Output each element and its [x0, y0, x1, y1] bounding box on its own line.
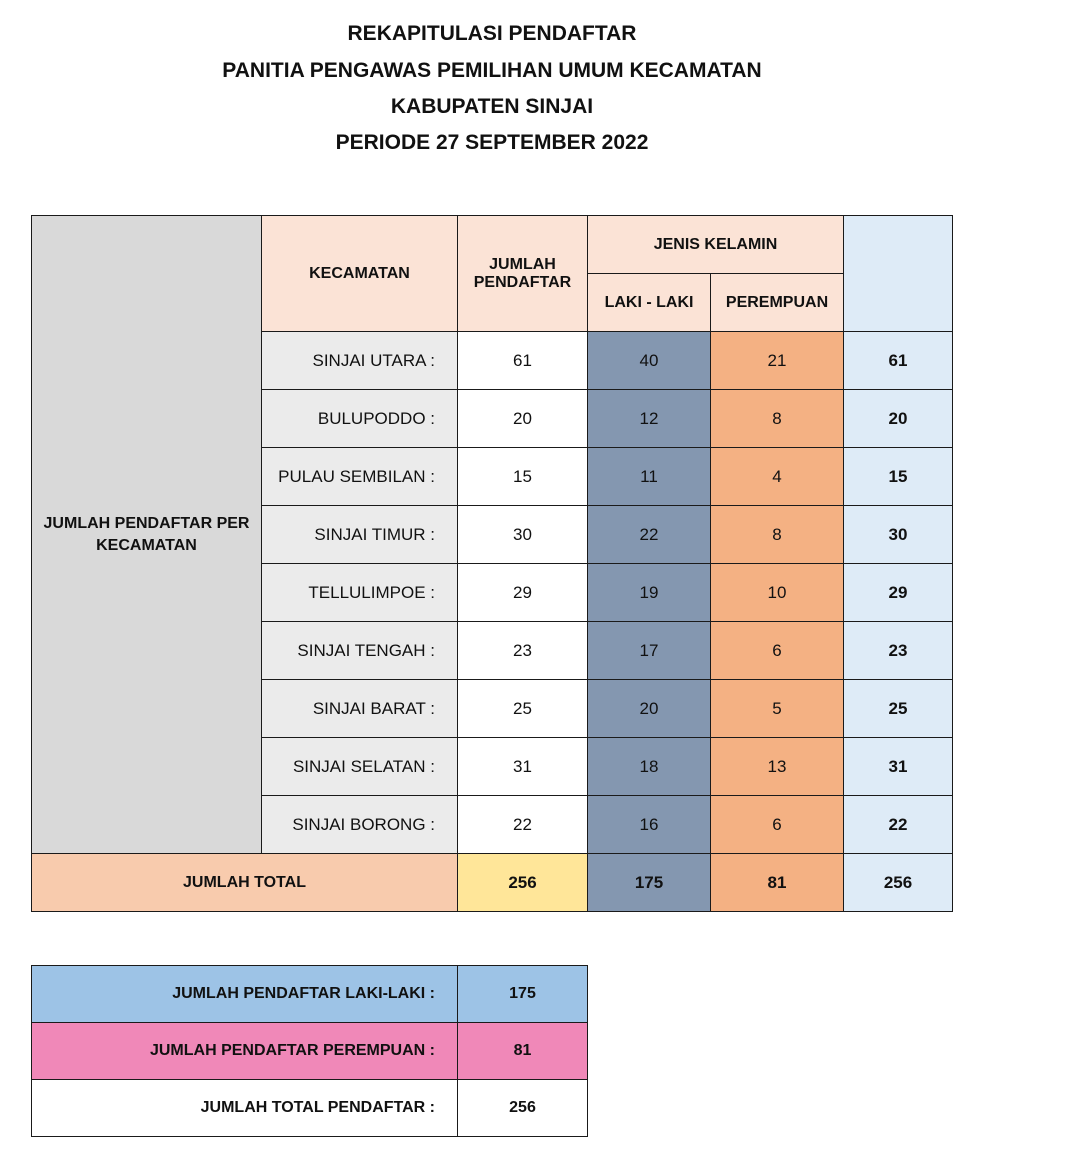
- perempuan-cell: 6: [711, 796, 844, 854]
- kecamatan-name: SINJAI UTARA :: [262, 332, 458, 390]
- jumlah-total-label: JUMLAH TOTAL: [32, 854, 458, 912]
- laki-laki-cell: 20: [588, 680, 711, 738]
- recap-table: [31, 215, 953, 912]
- title-line-2: PANITIA PENGAWAS PEMILIHAN UMUM KECAMATAN: [222, 59, 762, 82]
- kecamatan-name: SINJAI BORONG :: [262, 796, 458, 854]
- title-line-3: KABUPATEN SINJAI: [390, 95, 594, 118]
- kecamatan-name: SINJAI SELATAN :: [262, 738, 458, 796]
- perempuan-cell: 8: [711, 390, 844, 448]
- laki-laki-cell: 40: [588, 332, 711, 390]
- jumlah-pendaftar-cell: 31: [458, 738, 588, 796]
- side-label-kecamatan: JUMLAH PENDAFTAR PER KECAMATAN: [32, 216, 262, 854]
- summary-laki-value: 175: [458, 966, 588, 1023]
- laki-laki-cell: 12: [588, 390, 711, 448]
- jumlah-pendaftar-cell: 25: [458, 680, 588, 738]
- kecamatan-name: BULUPODDO :: [262, 390, 458, 448]
- jumlah-pendaftar-cell: 30: [458, 506, 588, 564]
- summary-table: [31, 965, 588, 1137]
- kecamatan-name: PULAU SEMBILAN :: [262, 448, 458, 506]
- perempuan-cell: 8: [711, 506, 844, 564]
- row-total-cell: 23: [844, 622, 953, 680]
- jumlah-pendaftar-cell: 29: [458, 564, 588, 622]
- title-line-1: REKAPITULASI PENDAFTAR: [347, 22, 637, 45]
- summary-total-value: 256: [458, 1080, 588, 1137]
- perempuan-cell: 10: [711, 564, 844, 622]
- total-perempuan-value: 81: [711, 854, 844, 912]
- summary-perempuan-value: 81: [458, 1023, 588, 1080]
- row-total-cell: 61: [844, 332, 953, 390]
- row-total-cell: 29: [844, 564, 953, 622]
- summary-laki-label: JUMLAH PENDAFTAR LAKI-LAKI :: [32, 966, 458, 1023]
- jumlah-pendaftar-cell: 61: [458, 332, 588, 390]
- perempuan-cell: 4: [711, 448, 844, 506]
- kecamatan-name: SINJAI TENGAH :: [262, 622, 458, 680]
- row-total-cell: 30: [844, 506, 953, 564]
- grand-total-value: 256: [844, 854, 953, 912]
- header-laki-laki: LAKI - LAKI: [588, 274, 711, 332]
- perempuan-cell: 6: [711, 622, 844, 680]
- header-jumlah-pendaftar: JUMLAH PENDAFTAR: [458, 216, 588, 332]
- header-kecamatan: KECAMATAN: [262, 216, 458, 332]
- row-total-cell: 25: [844, 680, 953, 738]
- kecamatan-name: SINJAI BARAT :: [262, 680, 458, 738]
- header-perempuan: PEREMPUAN: [711, 274, 844, 332]
- header-jenis-kelamin: JENIS KELAMIN: [588, 216, 844, 274]
- total-laki-value: 175: [588, 854, 711, 912]
- title-line-4: PERIODE 27 SEPTEMBER 2022: [335, 131, 649, 154]
- laki-laki-cell: 22: [588, 506, 711, 564]
- jumlah-total-value: 256: [458, 854, 588, 912]
- jumlah-pendaftar-cell: 15: [458, 448, 588, 506]
- row-total-cell: 20: [844, 390, 953, 448]
- laki-laki-cell: 16: [588, 796, 711, 854]
- summary-perempuan-label: JUMLAH PENDAFTAR PEREMPUAN :: [32, 1023, 458, 1080]
- row-total-cell: 31: [844, 738, 953, 796]
- kecamatan-name: SINJAI TIMUR :: [262, 506, 458, 564]
- jumlah-pendaftar-cell: 20: [458, 390, 588, 448]
- laki-laki-cell: 17: [588, 622, 711, 680]
- summary-total-label: JUMLAH TOTAL PENDAFTAR :: [32, 1080, 458, 1137]
- perempuan-cell: 21: [711, 332, 844, 390]
- jumlah-pendaftar-cell: 23: [458, 622, 588, 680]
- kecamatan-name: TELLULIMPOE :: [262, 564, 458, 622]
- total-row: [32, 854, 953, 912]
- row-total-cell: 15: [844, 448, 953, 506]
- header-total-blank: [844, 216, 953, 332]
- row-total-cell: 22: [844, 796, 953, 854]
- laki-laki-cell: 18: [588, 738, 711, 796]
- laki-laki-cell: 11: [588, 448, 711, 506]
- perempuan-cell: 5: [711, 680, 844, 738]
- perempuan-cell: 13: [711, 738, 844, 796]
- jumlah-pendaftar-cell: 22: [458, 796, 588, 854]
- laki-laki-cell: 19: [588, 564, 711, 622]
